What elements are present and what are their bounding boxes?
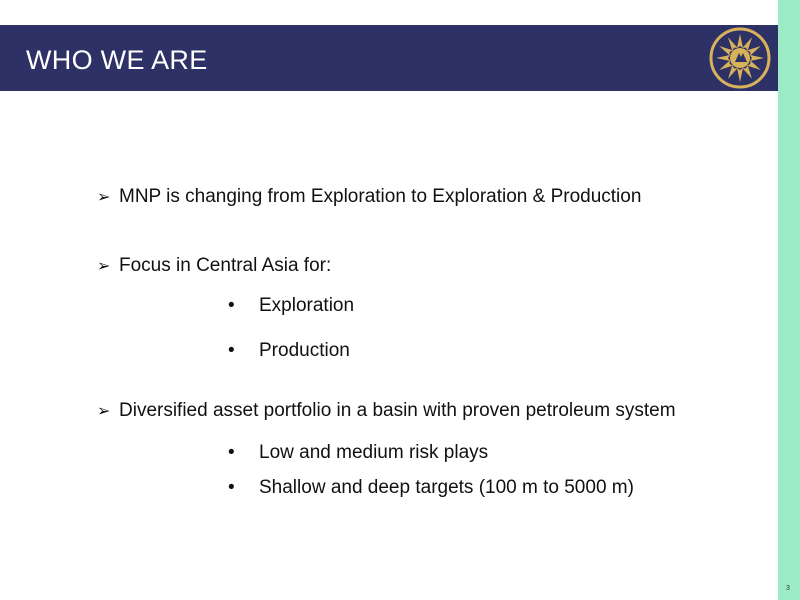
page-number: 3 [786, 585, 790, 592]
sunburst-logo-icon [708, 26, 772, 90]
dot-bullet-icon: • [228, 340, 235, 361]
bullet-3 [97, 399, 676, 424]
bullet-1-text: MNP is changing from Exploration to Exploration & Production [119, 186, 642, 207]
bullet-2 [97, 254, 331, 279]
arrow-bullet-icon: ➢ [97, 189, 111, 206]
dot-bullet-icon: • [228, 477, 235, 498]
arrow-bullet-icon: ➢ [97, 258, 111, 275]
bullet-3-text: Diversified asset portfolio in a basin with proven petroleum system [119, 400, 676, 421]
bullet-1 [97, 185, 641, 210]
sub-bullet-2-2 [228, 339, 350, 363]
sub-bullet-text: Production [259, 340, 350, 361]
sub-bullet-2-1 [228, 294, 354, 318]
sub-bullet-text: Shallow and deep targets (100 m to 5000 m) [259, 477, 634, 498]
sub-bullet-3-1 [228, 441, 488, 465]
slide-title: WHO WE ARE [26, 45, 208, 75]
dot-bullet-icon: • [228, 295, 235, 316]
sub-bullet-text: Exploration [259, 295, 355, 316]
arrow-bullet-icon: ➢ [97, 403, 111, 420]
dot-bullet-icon: • [228, 442, 235, 463]
sub-bullet-3-2 [228, 476, 634, 500]
bullet-2-text: Focus in Central Asia for: [119, 255, 332, 276]
accent-strip [778, 0, 800, 600]
sub-bullet-text: Low and medium risk plays [259, 442, 489, 463]
